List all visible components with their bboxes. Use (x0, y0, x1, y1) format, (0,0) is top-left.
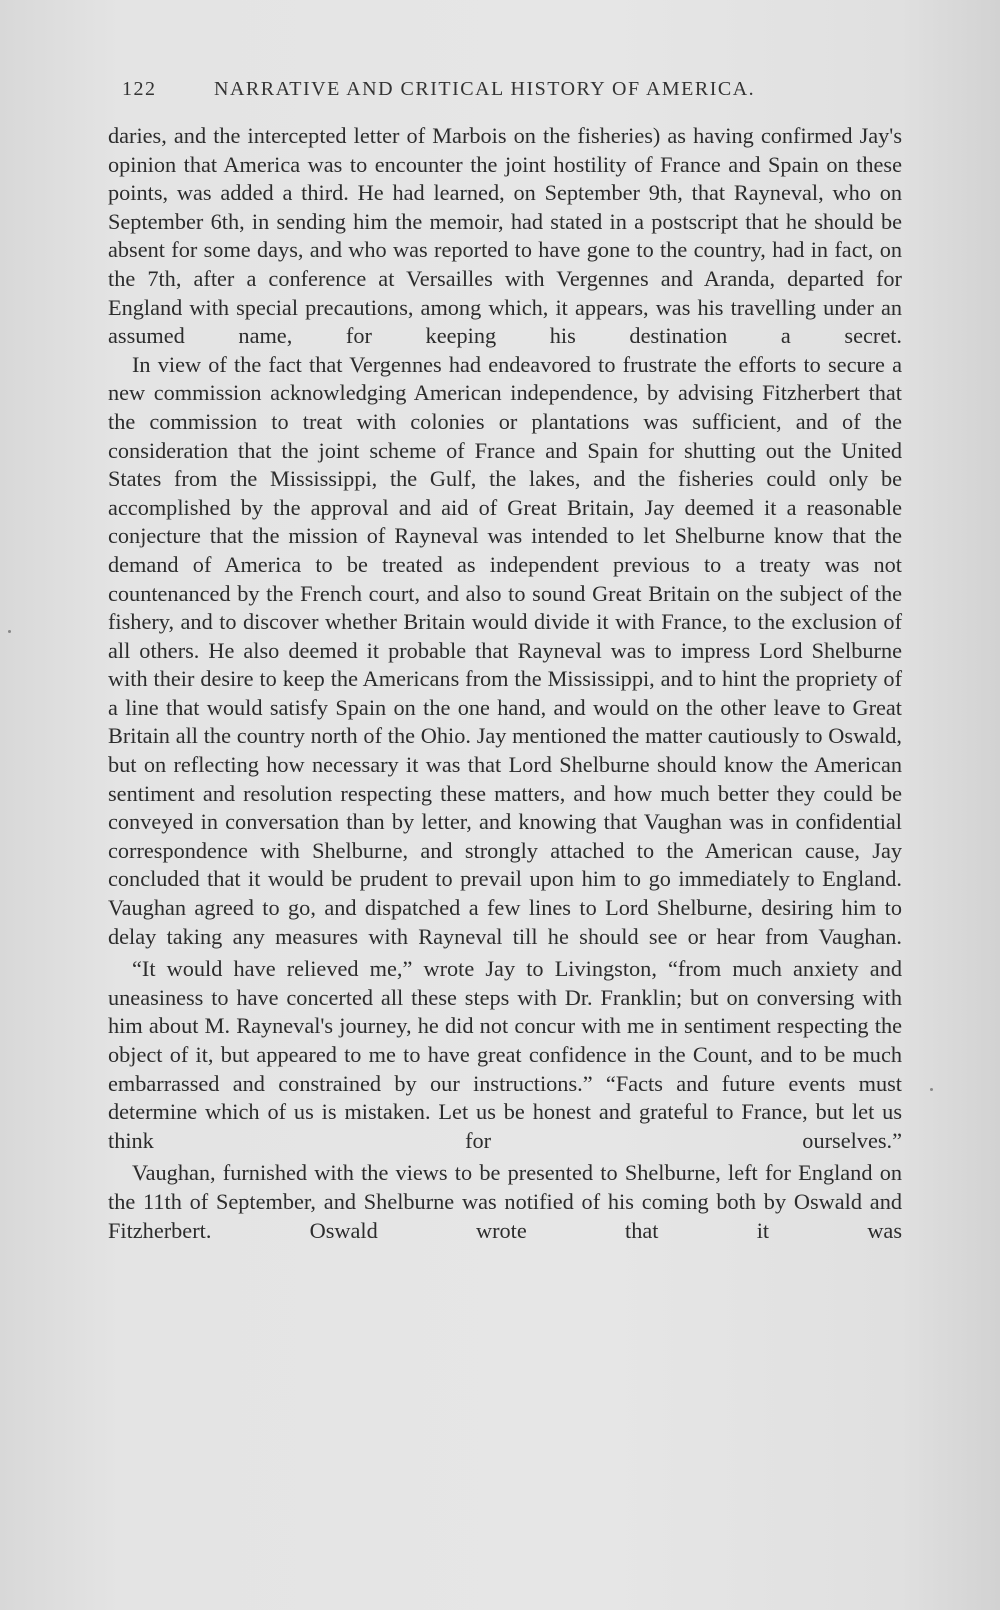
running-head (122, 78, 822, 101)
paragraph: “It would have relieved me,” wrote Jay to Livingston, “from much anxiety and uneasiness to have concerted all these steps with Dr. Franklin; but on conversing with him about M. Rayneval's journey, he did not concur with me in sentiment respecting the object of it, but appeared to me to have great confidence in the Count, and to be much embarrassed and constrained by our instructions.” “Facts and future events must determine which of us is mistaken. Let us be honest and grateful to France, but let us think for ourselves.” (108, 956, 902, 1153)
paragraph: In view of the fact that Vergennes had endeavored to frustrate the efforts to secure a new commission acknowledging American independence, by advising Fitzherbert that the commission to treat with colonies or plantations was sufficient, and of the consideration that the joint scheme of France and Spain for shutting out the United States from the Mississippi, the Gulf, the lakes, and the fisheries could only be accomplished by the approval and aid of Great Britain, Jay deemed it a reasonable conjecture that the mission of Rayneval was intended to let Shelburne know that the demand of America to be treated as independent previous to a treaty was not countenanced by the French court, and also to sound Great Britain on the subject of the fishery, and to discover whether Britain would divide it with France, to the exclusion of all others. He also deemed it probable that Rayneval was to impress Lord Shelburne with their desire to keep the Americans from the Mississippi, and to hint the propriety of a line that would satisfy Spain on the one hand, and would on the other leave to Great Britain all the country north of the Ohio. Jay mentioned the matter cautiously to Oswald, but on reflecting how necessary it was that Lord Shelburne should know the American sentiment and resolution respecting these matters, and how much better they could be conveyed in conversation than by letter, and knowing that Vaughan was in confidential correspondence with Shelburne, and strongly attached to the American cause, Jay concluded that it would be prudent to prevail upon him to go immediately to England. Vaughan agreed to go, and dispatched a few lines to Lord Shelburne, desiring him to delay taking any measures with Rayneval till he should see or hear from Vaughan. (108, 351, 902, 949)
paragraph: Vaughan, furnished with the views to be presented to Shelburne, left for England on the 11th of September, and Shelburne was notified of his coming both by Oswald and Fitzherbert. Oswald wrote that it was (108, 1160, 902, 1243)
paper-speck (8, 630, 11, 633)
body-text (108, 122, 902, 1245)
page-number: 122 (122, 78, 157, 100)
running-title: NARRATIVE AND CRITICAL HISTORY OF AMERICA. (214, 78, 756, 100)
paragraph: daries, and the intercepted letter of Marbois on the fisheries) as having confirmed Jay's opinion that America was to encounter the joint hostility of France and Spain on these points, was added a third. He had learned, on September 9th, that Rayneval, who on September 6th, in sending him the memoir, had stated in a postscript that he should be absent for some days, and who was reported to have gone to the country, had in fact, on the 7th, after a conference at Versailles with Vergennes and Aranda, departed for England with special precautions, among which, it appears, was his travelling under an assumed name, for keeping his destination a secret. (108, 123, 902, 349)
paper-speck (930, 1088, 933, 1091)
